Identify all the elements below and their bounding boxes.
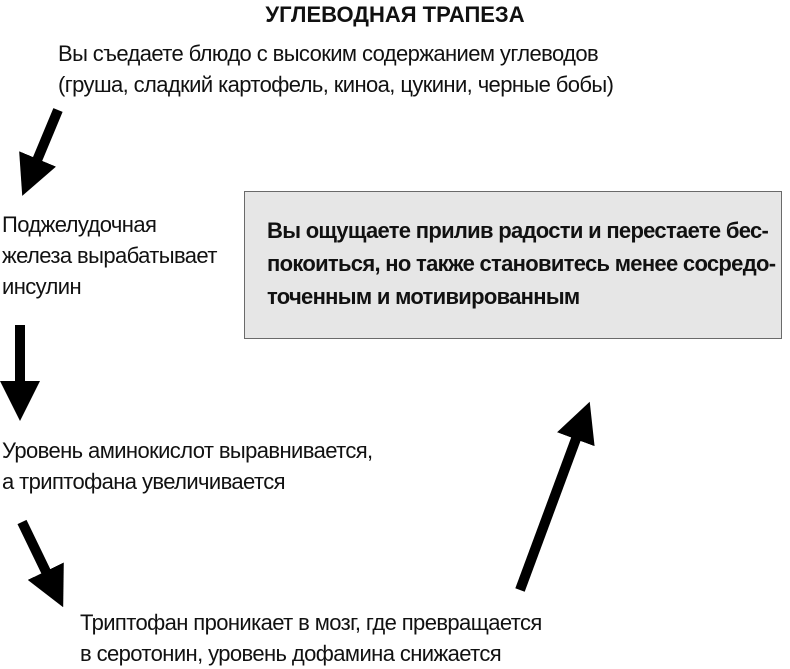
result-line-1: Вы ощущаете прилив радости и перестаете бес-: [267, 218, 769, 243]
step-serotonin-line-1: Триптофан проникает в мозг, где превращается: [80, 610, 542, 635]
step-meal-line-2: (груша, сладкий картофель, киноа, цукини, черные бобы): [58, 72, 614, 97]
step-insulin-line-1: Поджелудочная: [2, 212, 157, 237]
result-line-2: покоиться, но также становитесь менее сосредо-: [267, 251, 776, 276]
step-amino-line-1: Уровень аминокислот выравнивается,: [2, 438, 373, 463]
result-line-3: точенным и мотивированным: [267, 284, 580, 309]
step-serotonin-line-2: в серотонин, уровень дофамина снижается: [80, 641, 502, 666]
step-meal-line-1: Вы съедаете блюдо с высоким содержанием углеводов: [58, 41, 599, 66]
arrow-down-left-icon: [33, 110, 58, 170]
diagram-title: УГЛЕВОДНАЯ ТРАПЕЗА: [265, 2, 525, 27]
arrow-down-right-icon: [22, 522, 51, 582]
step-amino-line-2: а триптофана увеличивается: [2, 469, 285, 494]
step-insulin-line-3: инсулин: [2, 274, 82, 299]
step-insulin-line-2: железа вырабатывает: [2, 243, 217, 268]
arrow-up-right-icon: [520, 428, 580, 590]
